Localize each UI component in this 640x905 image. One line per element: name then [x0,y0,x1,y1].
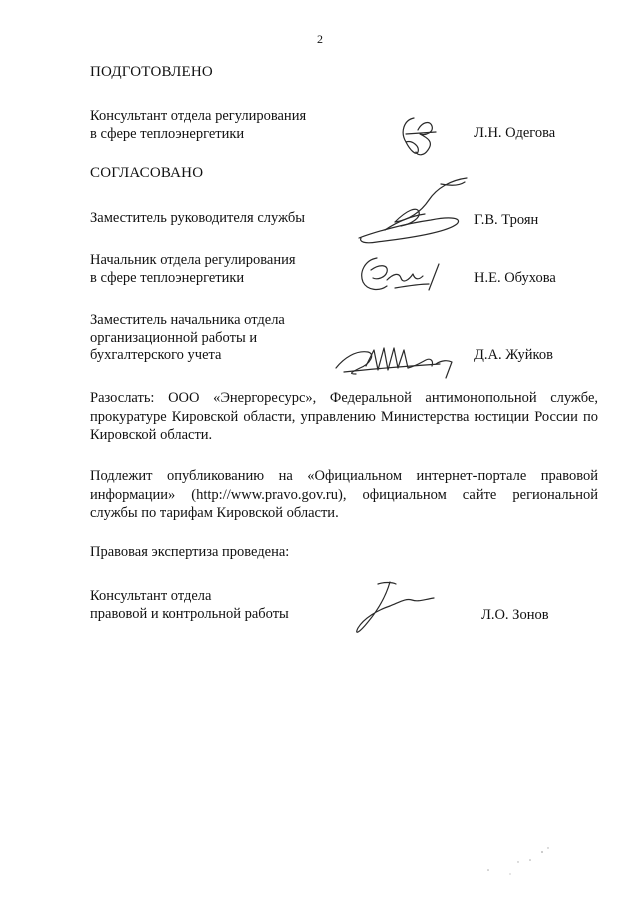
role-line: Начальник отдела регулирования [90,252,296,268]
legal-review-signer-role [90,588,340,623]
role-line: Заместитель руководителя службы [90,210,306,226]
role-line: бухгалтерского учета [90,347,222,363]
agreed-heading: СОГЛАСОВАНО [90,165,204,181]
role-line: Заместитель начальника отдела [90,312,285,328]
page-number: 2 [317,32,323,46]
publication-note: Подлежит опубликованию на «Официальном интернет-портале правовой информации» (http://www.pravo.gov.ru), официальном сайте региональной службы по тарифам Кировской области. [90,468,598,521]
scan-specks [480,840,560,880]
role-line: правовой и контрольной работы [90,605,289,622]
role-line: организационной работы и [90,329,258,346]
legal-review-signer-name: Л.О. Зонов [481,607,549,623]
role-line: в сфере теплоэнергетики [90,269,245,286]
signature-obukhova [355,250,455,296]
signature-zhuykov [330,338,460,380]
role-line: в сфере теплоэнергетики [90,125,245,142]
signature-zonov [350,578,440,644]
agreed-signer-1-name: Г.В. Троян [474,212,539,228]
agreed-signer-2-name: Н.Е. Обухова [474,270,556,286]
agreed-signer-2-role [90,252,340,287]
agreed-signer-3-role [90,312,340,365]
prepared-signer-role [90,108,340,143]
role-line: Консультант отдела [90,588,212,604]
prepared-heading: ПОДГОТОВЛЕНО [90,64,213,80]
agreed-signer-1-role [90,210,340,228]
signature-odegova [392,112,452,160]
agreed-signer-3-name: Д.А. Жуйков [474,347,553,363]
prepared-signer-name: Л.Н. Одегова [474,125,556,141]
signature-troyan [355,172,475,248]
role-line: Консультант отдела регулирования [90,108,307,124]
distribution-list: Разослать: ООО «Энергоресурс», Федеральной антимонопольной службе, прокуратуре Кировской области, управлению Министерства юстиции России по Кировской области. [90,390,598,443]
legal-review-statement: Правовая экспертиза проведена: [90,544,290,560]
